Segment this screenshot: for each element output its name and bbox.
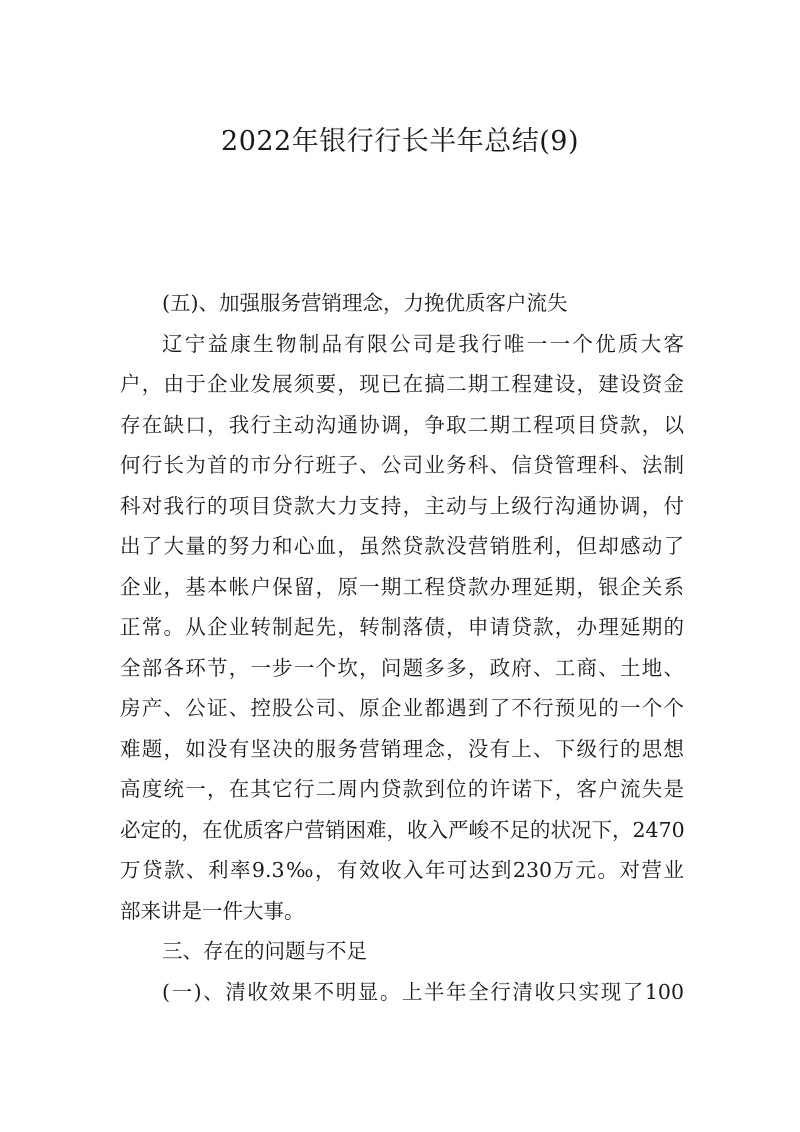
paragraph-line: 万贷款、利率9.3‰，有效收入年可达到230万元。对营业: [120, 858, 684, 882]
paragraph-line: 何行长为首的市分行班子、公司业务科、信贷管理科、法制: [120, 453, 684, 477]
paragraph-line: 难题，如没有坚决的服务营销理念，没有上、下级行的思想: [120, 736, 684, 761]
paragraph-line: 辽宁益康生物制品有限公司是我行唯一一个优质大客: [162, 331, 684, 356]
paragraph-line: 必定的，在优质客户营销困难，收入严峻不足的状况下，2470: [120, 817, 685, 842]
paragraph-line: (一)、清收效果不明显。上半年全行清收只实现了100: [162, 979, 684, 1004]
document-body: [120, 283, 684, 1012]
paragraph-line: 存在缺口，我行主动沟通协调，争取二期工程项目贷款，以: [120, 412, 684, 437]
paragraph-line: 科对我行的项目贷款大力支持，主动与上级行沟通协调，付: [120, 493, 684, 518]
document-title: 2022年银行行长半年总结(9): [221, 126, 579, 157]
paragraph-line: 全部各环节，一步一个坎，问题多多，政府、工商、土地、: [120, 655, 684, 680]
section-heading: 三、存在的问题与不足: [162, 939, 367, 963]
paragraph-line: 企业，基本帐户保留，原一期工程贷款办理延期，银企关系: [120, 574, 684, 599]
paragraph-line: 高度统一，在其它行二周内贷款到位的许诺下，客户流失是: [120, 777, 684, 801]
section-heading: (五)、加强服务营销理念，力挽优质客户流失: [162, 291, 568, 315]
paragraph-line: 部来讲是一件大事。: [120, 898, 305, 923]
paragraph-line: 户，由于企业发展须要，现已在搞二期工程建设，建设资金: [120, 372, 684, 396]
paragraph-line: 出了大量的努力和心血，虽然贷款没营销胜利，但却感动了: [120, 534, 684, 558]
paragraph-line: 正常。从企业转制起先，转制落债，申请贷款，办理延期的: [120, 615, 684, 639]
paragraph-line: 房产、公证、控股公司、原企业都遇到了不行预见的一个个: [120, 696, 684, 720]
